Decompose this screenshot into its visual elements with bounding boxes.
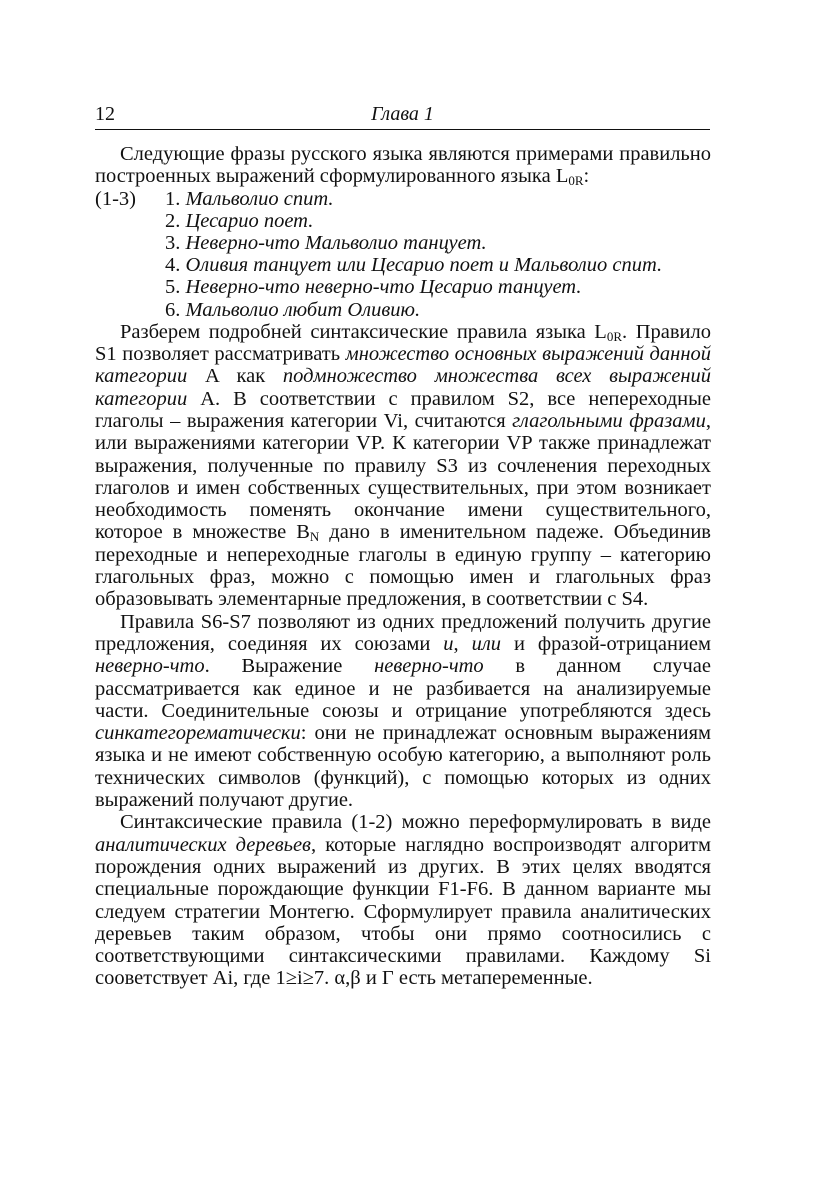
examples-block <box>95 188 711 321</box>
example-item: 5. Неверно-что неверно-что Цесарио танцует. <box>165 276 582 299</box>
body-text <box>95 143 711 990</box>
paragraph-connectives: Правила S6-S7 позволяют из одних предложений получить другие предложения, соединяя их союзами и, или и фразой-отрицанием неверно-что. Выражение неверно-что в данном случае рассматривается как единое и не разбивается на анализируемые части. Соединительные союзы и отрицание употребляются здесь синкатегорематически: они не принадлежат основным выражениям языка и не имеют собственную особую категорию, а выполняют роль технических символов (функций), с помощью которых из одних выражений получают другие. <box>95 610 712 812</box>
paragraph-analytic-trees: Синтаксические правила (1-2) можно переформулировать в виде аналитических деревьев, которые наглядно воспроизводят алгоритм порождения одних выражений из других. В этих целях вводятся специальные порождающие функции F1-F6. В данном варианте мы следуем стратегии Монтегю. Сформулирует правила аналитических деревьев таким образом, чтобы они прямо соотносились с соответствующими синтаксическими правилами. Каждому Si сооветствует Ai, где 1≥i≥7. α,β и Γ есть метапеременные. <box>95 811 711 990</box>
chapter-title: Глава 1 <box>371 103 434 125</box>
examples-list <box>165 188 711 321</box>
example-item: 1. Мальволио спит. <box>165 187 334 210</box>
intro-paragraph: Следующие фразы русского языка являются примерами правильно построенных выражений сформулированного языка $L_{0R}$: <box>95 143 711 189</box>
example-item: 4. Оливия танцует или Цесарио поет и Мальволио спит. <box>165 254 663 277</box>
example-item: 2. Цесарио поет. <box>165 209 314 232</box>
examples-label: (1-3) <box>95 187 136 210</box>
page-number: 12 <box>95 103 115 125</box>
running-header <box>95 103 710 130</box>
paragraph-syntax-rules: Разберем подробней синтаксические правила языка $L_{0R}$. Правило S1 позволяет рассматривать множество основных выражений данной категории A как подмножество множества всех выражений категории A. В соответствии с правилом S2, все непереходные глаголы – выражения категории Vi, считаются глагольными фразами, или выражениями категории VP. К категории VP также принадлежат выражения, полученные по правилу S3 из сочленения переходных глаголов и имен собственных существительных, при этом возникает необходимость поменять окончание имени существительного, которое в множестве $B_N$ дано в именительном падеже. Объединив переходные и непереходные глаголы в единую группу – категорию глагольных фраз, можно с помощью имен и глагольных фраз образовывать элементарные предложения, в соответствии с S4. <box>95 320 711 611</box>
example-item: 3. Неверно-что Мальволио танцует. <box>165 232 487 254</box>
example-item: 6. Мальволио любит Оливию. <box>165 298 421 321</box>
